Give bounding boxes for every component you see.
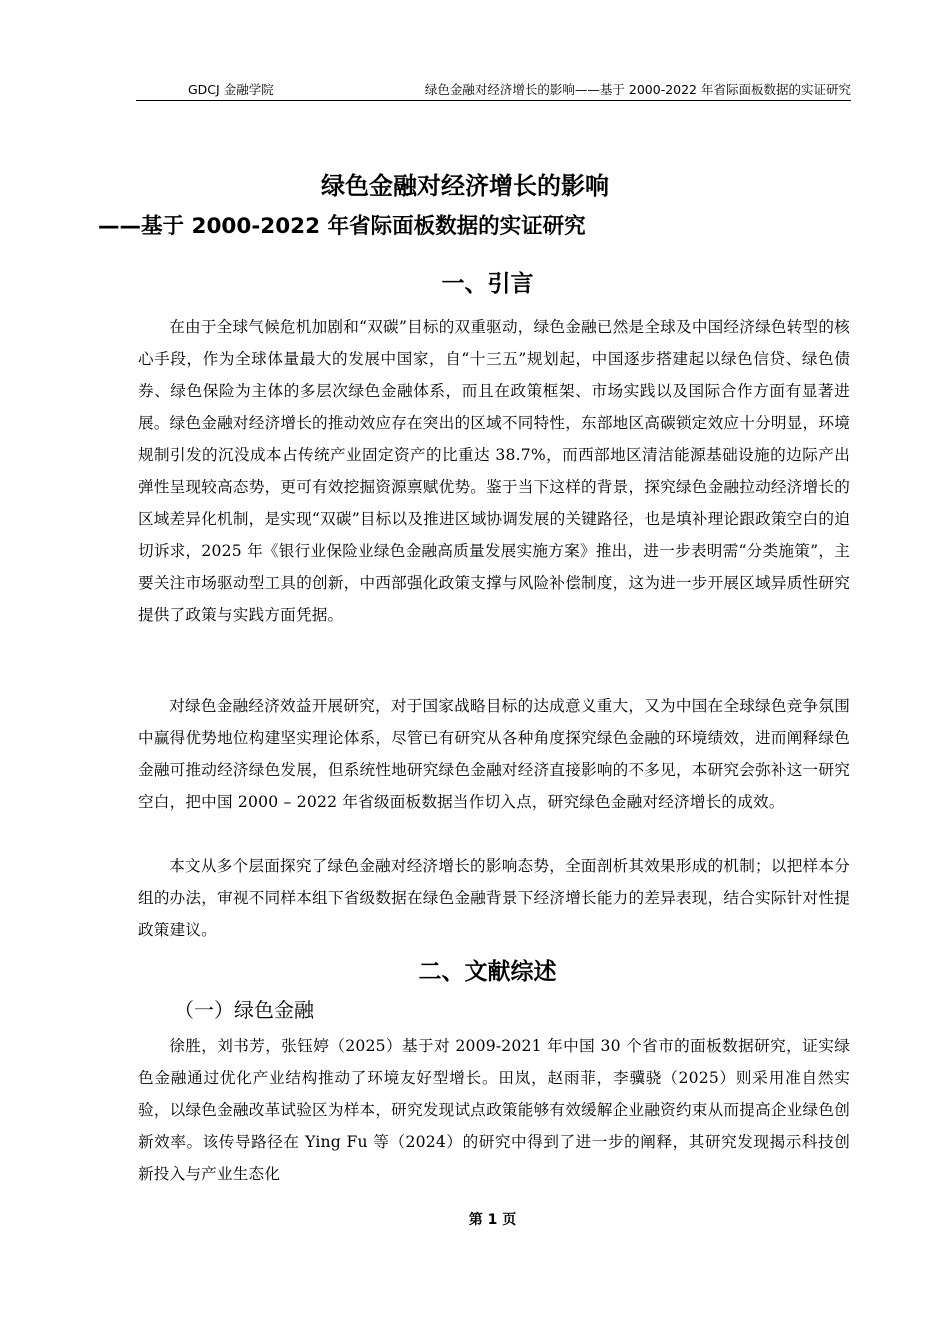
intro-paragraph: 在由于全球气候危机加剧和“双碳”目标的双重驱动，绿色金融已然是全球及中国经济绿色转型的核心手段，作为全球体量最大的发展中国家，自“十三五”规划起，中国逐步搭建起以绿色信贷、绿色债券、绿色保险为主体的多层次绿色金融体系，而且在政策框架、市场实践以及国际合作方面有显著进展。绿色金融对经济增长的推动效应存在突出的区域不同特性，东部地区高碳锁定效应十分明显，环境规制引发的沉没成本占传统产业固定资产的比重达 38.7%，而西部地区清洁能源基础设施的边际产出弹性呈现较高态势，更可有效挖掘资源禀赋优势。鉴于当下这样的背景，探究绿色金融拉动经济增长的区域差异化机制，是实现“双碳”目标以及推进区域协调发展的关键路径，也是填补理论跟政策空白的迫切诉求，2025 年《银行业保险业绿色金融高质量发展实施方案》推出，进一步表明需“分类施策”，主要关注市场驱动型工具的创新，中西部强化政策支撑与风险补偿制度，这为进一步开展区域异质性研究提供了政策与实践方面凭据。 bbox=[138, 318, 850, 624]
paper-subtitle: ——基于 2000-2022 年省际面板数据的实证研究 bbox=[98, 214, 586, 239]
paper-title: 绿色金融对经济增长的影响 bbox=[321, 172, 609, 200]
intro-paragraph: 本文从多个层面探究了绿色金融对经济增长的影响态势，全面剖析其效果形成的机制；以把样本分组的办法，审视不同样本组下省级数据在绿色金融背景下经济增长能力的差异表现，结合实际针对性提政策建议。 bbox=[138, 857, 850, 939]
header-divider bbox=[136, 100, 851, 101]
subsection-heading-green-finance: （一）绿色金融 bbox=[174, 998, 314, 1022]
section-heading-introduction: 一、引言 bbox=[441, 271, 534, 297]
literature-paragraph: 徐胜，刘书芳，张钰婷（2025）基于对 2009-2021 年中国 30 个省市的面板数据研究，证实绿色金融通过优化产业结构推动了环境友好型增长。田岚，赵雨菲，李骥骁（2025）则采用准自然实验，以绿色金融改革试验区为样本，研究发现试点政策能够有效缓解企业融资约束从而提高企业绿色创新效率。该传导路径在 Ying Fu 等（2024）的研究中得到了进一步的阐释，其研究发现揭示科技创新投入与产业生态化 bbox=[138, 1037, 850, 1183]
header-institution: GDCJ 金融学院 bbox=[188, 82, 274, 97]
section-heading-literature-review: 二、文献综述 bbox=[418, 959, 557, 985]
running-header bbox=[136, 80, 851, 100]
page-number: 第 1 页 bbox=[468, 1212, 517, 1228]
header-paper-title: 绿色金融对经济增长的影响——基于 2000-2022 年省际面板数据的实证研究 bbox=[424, 82, 851, 97]
intro-paragraph: 对绿色金融经济效益开展研究，对于国家战略目标的达成意义重大，又为中国在全球绿色竞争氛围中赢得优势地位构建坚实理论体系，尽管已有研究从各种角度探究绿色金融的环境绩效，进而阐释绿色金融可推动经济绿色发展，但系统性地研究绿色金融对经济直接影响的不多见，本研究会弥补这一研究空白，把中国 2000 – 2022 年省级面板数据当作切入点，研究绿色金融对经济增长的成效。 bbox=[138, 697, 850, 811]
